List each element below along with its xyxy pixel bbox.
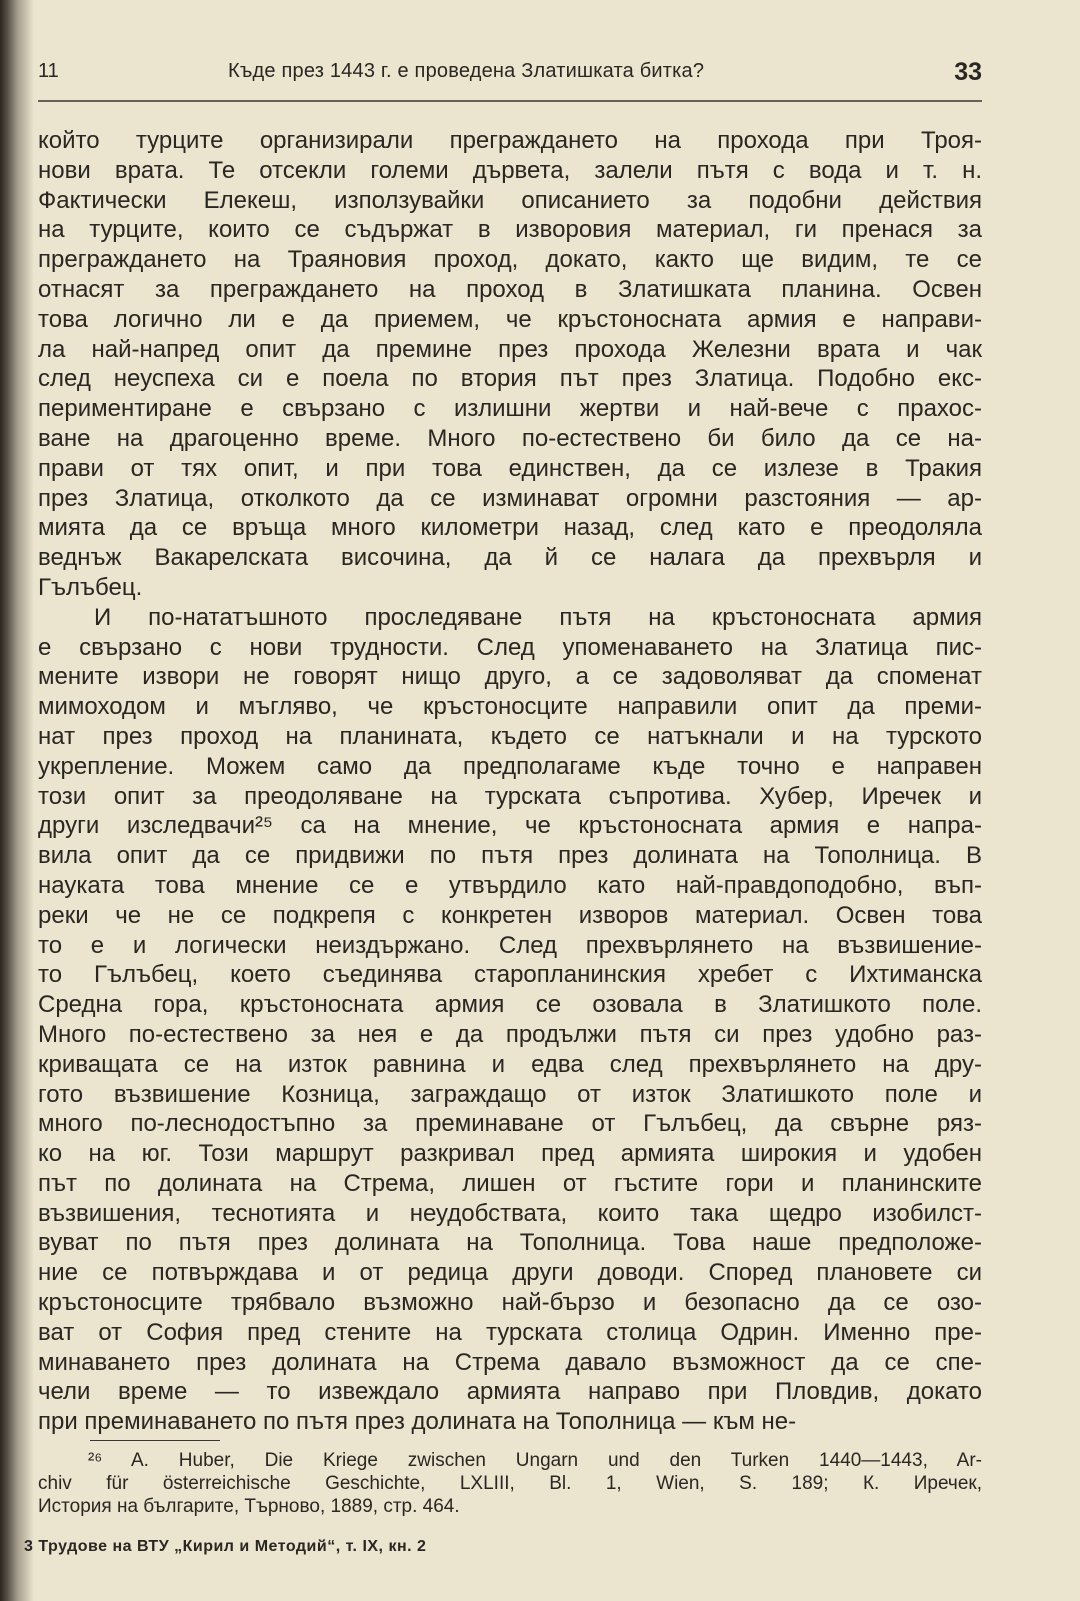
header-rule	[38, 100, 982, 102]
text-line: нови врата. Те отсекли големи дървета, залели пътя с вода и т. н.	[38, 156, 982, 184]
text-line: през Златица, отколкото да се изминават огромни разстояния — ар-	[38, 484, 982, 512]
text-line: чели време — то извеждало армията направо при Пловдив, докато	[38, 1378, 982, 1406]
text-line: веднъж Вакарелската височина, да й се налага да прехвърля и	[38, 544, 982, 572]
text-line: отнасят за преграждането на проход в Златишката планина. Освен	[38, 275, 982, 303]
text-line: мията да се връща много километри назад, след като е преодоляла	[38, 514, 982, 542]
text-line: при преминаването по пътя през долината на Тополница — към не-	[38, 1408, 797, 1436]
text-line: на турците, които се съдържат в изворовия материал, ги пренася за	[38, 216, 982, 244]
text-line: мените извори не говорят нищо друго, а се задоволяват да споменат	[38, 663, 982, 691]
text-line: кръстоносците трябвало възможно най-бързо и безопасно да се озо-	[38, 1289, 982, 1317]
text-line: Фактически Елекеш, използувайки описанието за подобни действия	[38, 186, 982, 214]
text-line: възвишения, теснотията и неудобствата, които така щедро изобилст-	[38, 1199, 982, 1227]
text-line: много по-леснодостъпно за преминаване от Гълъбец, да свърне ряз-	[38, 1110, 982, 1138]
text-line: този опит за преодоляване на турската съпротива. Хубер, Иречек и	[38, 782, 982, 810]
text-line: вуват по пътя през долината на Тополница. Това наше предположе-	[38, 1229, 982, 1257]
text-line: ние се потвърждава и от редица други доводи. Според плановете си	[38, 1259, 982, 1287]
text-line: ла най-напред опит да премине през прохода Железни врата и чак	[38, 335, 982, 363]
text-line: след неуспеха си е поела по втория път през Златица. Подобно екс-	[38, 365, 982, 393]
text-line: ват от София пред стените на турската столица Одрин. Именно пре-	[38, 1318, 982, 1346]
text-line: преграждането на Траяновия проход, докато, както ще видим, те се	[38, 246, 982, 274]
footnote-line: chiv für österreichische Geschichte, LXLIII, Bl. 1, Wien, S. 189; К. Иречек,	[38, 1473, 982, 1494]
text-line: укрепление. Можем само да предполагаме къде точно е направен	[38, 752, 982, 780]
text-line: криващата се на изток равнина и едва след прехвърлянето на дру-	[38, 1050, 982, 1078]
text-line: това логично ли е да приемем, че кръстоносната армия е направи-	[38, 305, 982, 333]
text-line: е свързано с нови трудности. След упоменаването на Златица пис-	[38, 633, 982, 661]
footnote-line: ²⁶ A. Huber, Die Kriege zwischen Ungarn und den Turken 1440—1443, Ar-	[88, 1450, 982, 1471]
footnote-line: История на българите, Търново, 1889, стр. 464.	[38, 1496, 460, 1517]
text-line: ване на драгоценно време. Много по-естествено би било да се на-	[38, 424, 982, 452]
text-line: път по долината на Стрема, лишен от гъстите гори и планинските	[38, 1169, 982, 1197]
text-line: науката това мнение се е утвърдило като най-правдоподобно, въп-	[38, 871, 982, 899]
footnote-rule	[90, 1440, 220, 1441]
header-title: Къде през 1443 г. е проведена Златишката битка?	[228, 60, 705, 82]
header-left-mark: 11	[38, 60, 59, 82]
text-line: прави от тях опит, и при това единствен, да се излезе в Тракия	[38, 454, 982, 482]
text-line: Гълъбец.	[38, 573, 143, 601]
text-line: периментиране е свързано с излишни жертви и най-вече с прахос-	[38, 395, 982, 423]
text-line: И по-нататъшното проследяване пътя на кръстоносната армия	[94, 603, 982, 631]
text-line: минаването през долината на Стрема давало възможност да се спе-	[38, 1348, 982, 1376]
running-header	[38, 58, 982, 88]
page-number: 33	[954, 58, 982, 86]
text-line: който турците организирали преграждането на прохода при Троя-	[38, 127, 982, 154]
footnote	[38, 1449, 982, 1518]
text-line: гото възвишение Козница, заграждащо от изток Златишкото поле и	[38, 1080, 982, 1108]
text-line: ко на юг. Този маршрут разкривал пред армията широкия и удобен	[38, 1140, 982, 1168]
body-text	[38, 126, 982, 1437]
text-line: други изследвачи²⁵ са на мнение, че кръстоносната армия е напра-	[38, 812, 982, 840]
text-line: вила опит да се придвижи по пътя през долината на Тополница. В	[38, 842, 982, 870]
text-line: мимоходом и мъгляво, че кръстоносците направили опит да преми-	[38, 693, 982, 721]
text-line: реки че не се подкрепя с конкретен изворов материал. Освен това	[38, 901, 982, 929]
text-line: нат през проход на планината, където се натъкнали и на турското	[38, 722, 982, 750]
book-spine-shadow	[0, 0, 34, 1601]
text-line: то Гълъбец, което съединява старопланинския хребет с Ихтиманска	[38, 961, 982, 989]
text-line: Средна гора, кръстоносната армия се озовала в Златишкото поле.	[38, 991, 982, 1019]
printer-signature: 3 Трудове на ВТУ „Кирил и Методий“, т. IX, кн. 2	[24, 1538, 427, 1555]
text-line: Много по-естествено за нея е да продължи пътя си през удобно раз-	[38, 1020, 982, 1048]
text-line: то е и логически неиздържано. След прехвърлянето на възвишение-	[38, 931, 982, 959]
